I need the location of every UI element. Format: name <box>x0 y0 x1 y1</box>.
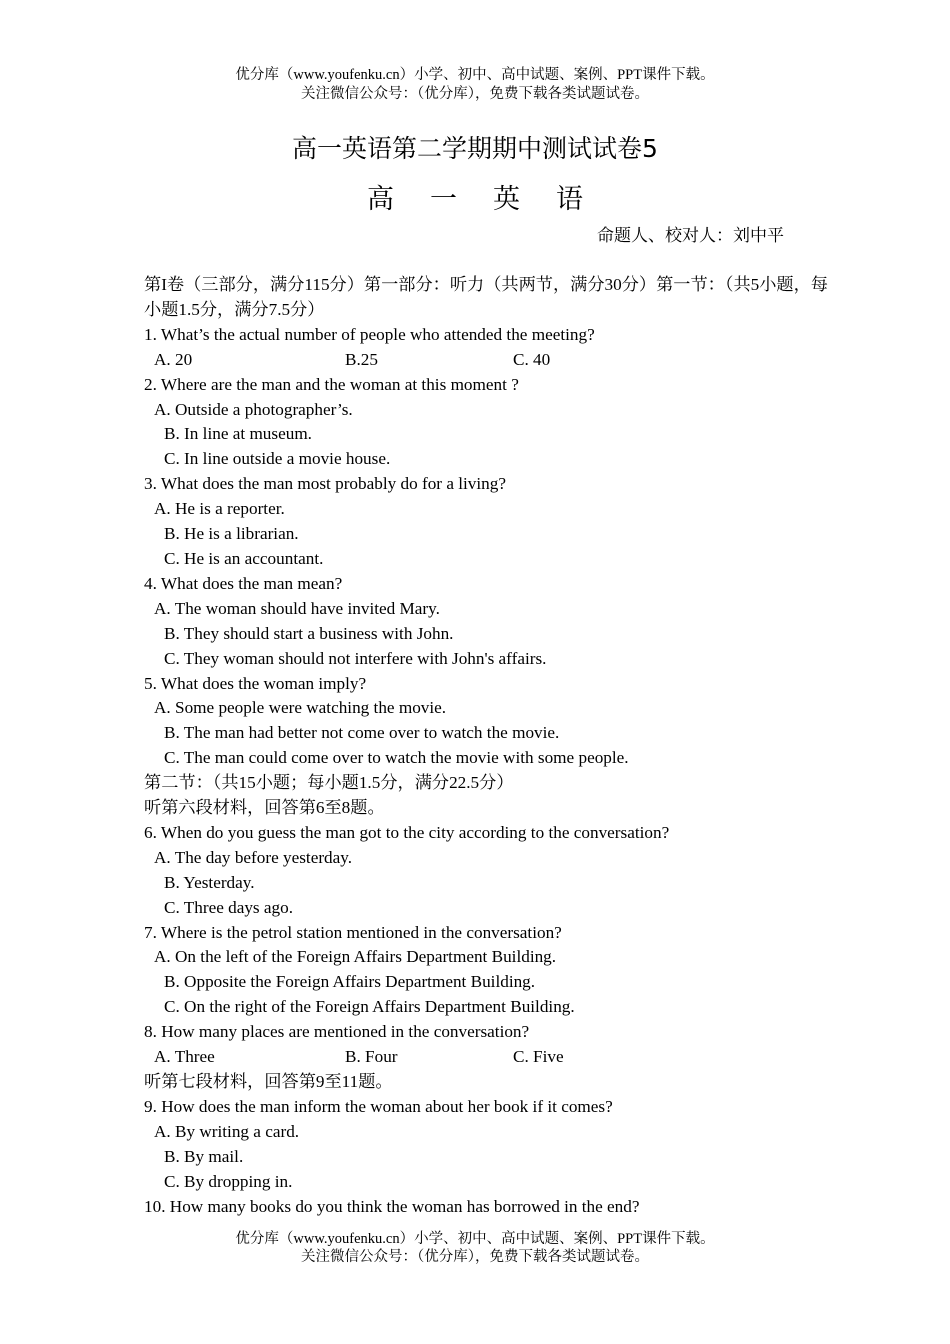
option-c: C. In line outside a movie house. <box>164 449 391 469</box>
question-text: 7. Where is the petrol station mentioned in the conversation? <box>144 922 562 942</box>
section-intro: 第I卷（三部分，满分115分）第一部分：听力（共两节，满分30分）第一节：（共5小题，每小题1.5分，满分7.5分） <box>144 275 828 319</box>
question-text: 9. How does the man inform the woman about her book if it comes? <box>144 1096 613 1116</box>
option-a: A. Outside a photographer’s. <box>154 399 353 419</box>
section-2-heading: 第二节：（共15小题；每小题1.5分，满分22.5分） <box>144 773 514 793</box>
option-b: B. Opposite the Foreign Affairs Department Building. <box>164 972 536 992</box>
author-line: 命题人、校对人：刘中平 <box>597 226 784 245</box>
question-text: 10. How many books do you think the woman has borrowed in the end? <box>144 1196 640 1216</box>
option-c: C. They woman should not interfere with John's affairs. <box>164 648 547 668</box>
option-c: C. The man could come over to watch the movie with some people. <box>164 748 629 768</box>
option-a: A. The woman should have invited Mary. <box>154 598 440 618</box>
option-c: C. On the right of the Foreign Affairs Department Building. <box>164 997 575 1017</box>
option-a: A. He is a reporter. <box>154 499 285 519</box>
option-b: B. Yesterday. <box>164 872 255 892</box>
footer-line-2: 关注微信公众号：（优分库），免费下载各类试题试卷。 <box>301 1249 649 1265</box>
option-b: B. In line at museum. <box>164 424 312 444</box>
option-a: A. The day before yesterday. <box>154 847 353 867</box>
listening-instruction: 听第六段材料，回答第6至8题。 <box>144 798 385 818</box>
option-a: A. Some people were watching the movie. <box>154 698 447 718</box>
option-b: B. They should start a business with John. <box>164 623 454 643</box>
option-c: C. Three days ago. <box>164 897 294 917</box>
question-text: 4. What does the man mean? <box>144 573 343 593</box>
option-b: B. The man had better not come over to watch the movie. <box>164 723 560 743</box>
option-b: B. He is a librarian. <box>164 524 299 544</box>
question-text: 3. What does the man most probably do for a living? <box>144 474 506 494</box>
question-text: 1. What’s the actual number of people who attended the meeting? <box>144 324 595 344</box>
question-text: 8. How many places are mentioned in the conversation? <box>144 1022 530 1042</box>
page-title: 高一英语第二学期期中测试试卷5 <box>292 134 658 163</box>
question-text: 5. What does the woman imply? <box>144 673 367 693</box>
question-text: 2. Where are the man and the woman at this moment ? <box>144 374 519 394</box>
listening-instruction: 听第七段材料，回答第9至11题。 <box>144 1072 393 1091</box>
option-c: C. Five <box>513 1047 564 1067</box>
option-a: A. Three <box>154 1047 215 1067</box>
option-b: B. By mail. <box>164 1146 244 1166</box>
exam-content <box>144 273 834 1219</box>
option-c: C. 40 <box>513 349 551 369</box>
option-c: C. He is an accountant. <box>164 548 324 568</box>
option-c: C. By dropping in. <box>164 1171 293 1191</box>
page-subtitle: 高一英语 <box>367 184 619 215</box>
footer-line-1: 优分库（www.youfenku.cn）小学、初中、高中试题、案例、PPT课件下载。 <box>235 1231 715 1247</box>
question-text: 6. When do you guess the man got to the city according to the conversation? <box>144 822 670 842</box>
option-a: A. 20 <box>154 349 193 369</box>
option-b: B. Four <box>345 1047 398 1067</box>
header-line-1: 优分库（www.youfenku.cn）小学、初中、高中试题、案例、PPT课件下载。 <box>235 67 715 83</box>
option-b: B.25 <box>345 349 378 369</box>
option-a: A. By writing a card. <box>154 1121 300 1141</box>
header-line-2: 关注微信公众号：（优分库），免费下载各类试题试卷。 <box>301 86 649 102</box>
inline-options <box>144 1045 834 1070</box>
inline-options <box>144 348 834 373</box>
option-a: A. On the left of the Foreign Affairs Department Building. <box>154 947 557 967</box>
